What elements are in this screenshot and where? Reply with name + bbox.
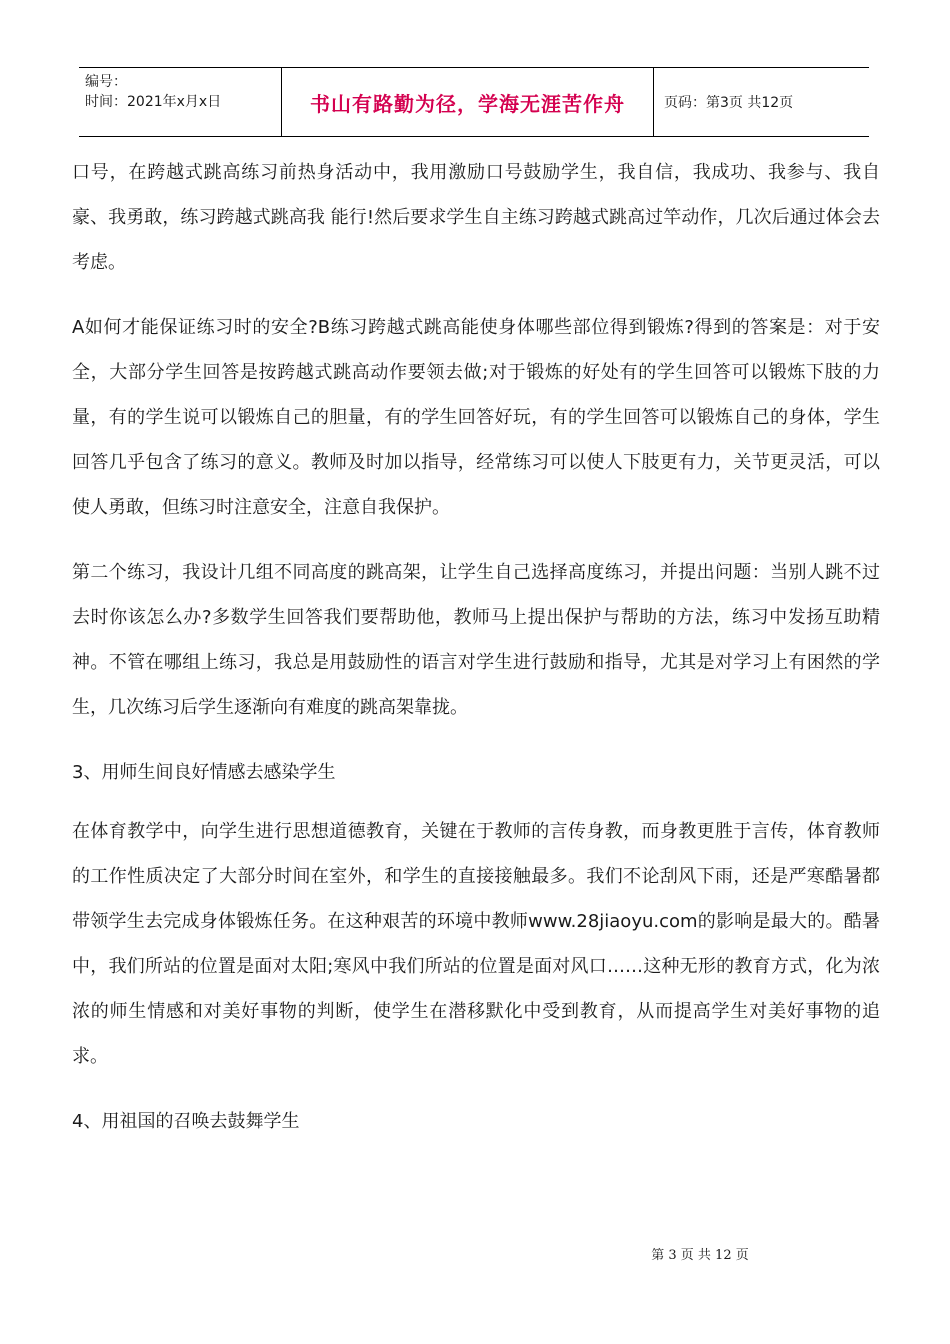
header-meta-cell xyxy=(79,68,282,136)
section-heading: 4、用祖国的召唤去鼓舞学生 xyxy=(72,1111,300,1132)
paragraph: 在体育教学中，向学生进行思想道德教育，关键在于教师的言传身教，而身教更胜于言传，体育教师的工作性质决定了大部分时间在室外，和学生的直接接触最多。我们不论刮风下雨，还是严寒酷暑都带领学生去完成身体锻炼任务。在这种艰苦的环境中教师www.28jiaoyu.com的影响是最大的。酷暑中，我们所站的位置是面对太阳;寒风中我们所站的位置是面对风口……这种无形的教育方式，化为浓浓的师生情感和对美好事物的判断，使学生在潜移默化中受到教育，从而提高学生对美好事物的追求。 xyxy=(72,821,880,1067)
header-page-cell xyxy=(654,68,869,136)
section-heading: 3、用师生间良好情感去感染学生 xyxy=(72,762,336,783)
paragraph: 口号，在跨越式跳高练习前热身活动中，我用激励口号鼓励学生，我自信，我成功、我参与、我自豪、我勇敢，练习跨越式跳高我 能行!然后要求学生自主练习跨越式跳高过竿动作，几次后通过体会去考虑。 xyxy=(72,162,880,273)
header-page-info: 页码：第3页 共12页 xyxy=(664,95,794,111)
page-footer: 第 3 页 共 12 页 xyxy=(651,1248,749,1263)
paragraph: 第二个练习，我设计几组不同高度的跳高架，让学生自己选择高度练习，并提出问题：当别人跳不过去时你该怎么办?多数学生回答我们要帮助他，教师马上提出保护与帮助的方法，练习中发扬互助精神。不管在哪组上练习，我总是用鼓励性的语言对学生进行鼓励和指导，尤其是对学习上有困然的学生，几次练习后学生逐渐向有难度的跳高架靠拢。 xyxy=(72,562,880,718)
header-motto: 书山有路勤为径，学海无涯苦作舟 xyxy=(310,91,625,116)
header-motto-cell xyxy=(282,68,654,136)
serial-label: 编号： xyxy=(85,74,127,90)
date-label: 时间：2021年x月x日 xyxy=(85,94,222,110)
document-body xyxy=(72,150,880,1164)
paragraph: A如何才能保证练习时的安全?B练习跨越式跳高能使身体哪些部位得到锻炼?得到的答案是：对于安全，大部分学生回答是按跨越式跳高动作要领去做;对于锻炼的好处有的学生回答可以锻炼下肢的力量，有的学生说可以锻炼自己的胆量，有的学生回答好玩，有的学生回答可以锻炼自己的身体，学生回答几乎包含了练习的意义。教师及时加以指导，经常练习可以使人下肢更有力，关节更灵活，可以使人勇敢，但练习时注意安全，注意自我保护。 xyxy=(72,317,880,518)
document-header xyxy=(79,67,869,137)
